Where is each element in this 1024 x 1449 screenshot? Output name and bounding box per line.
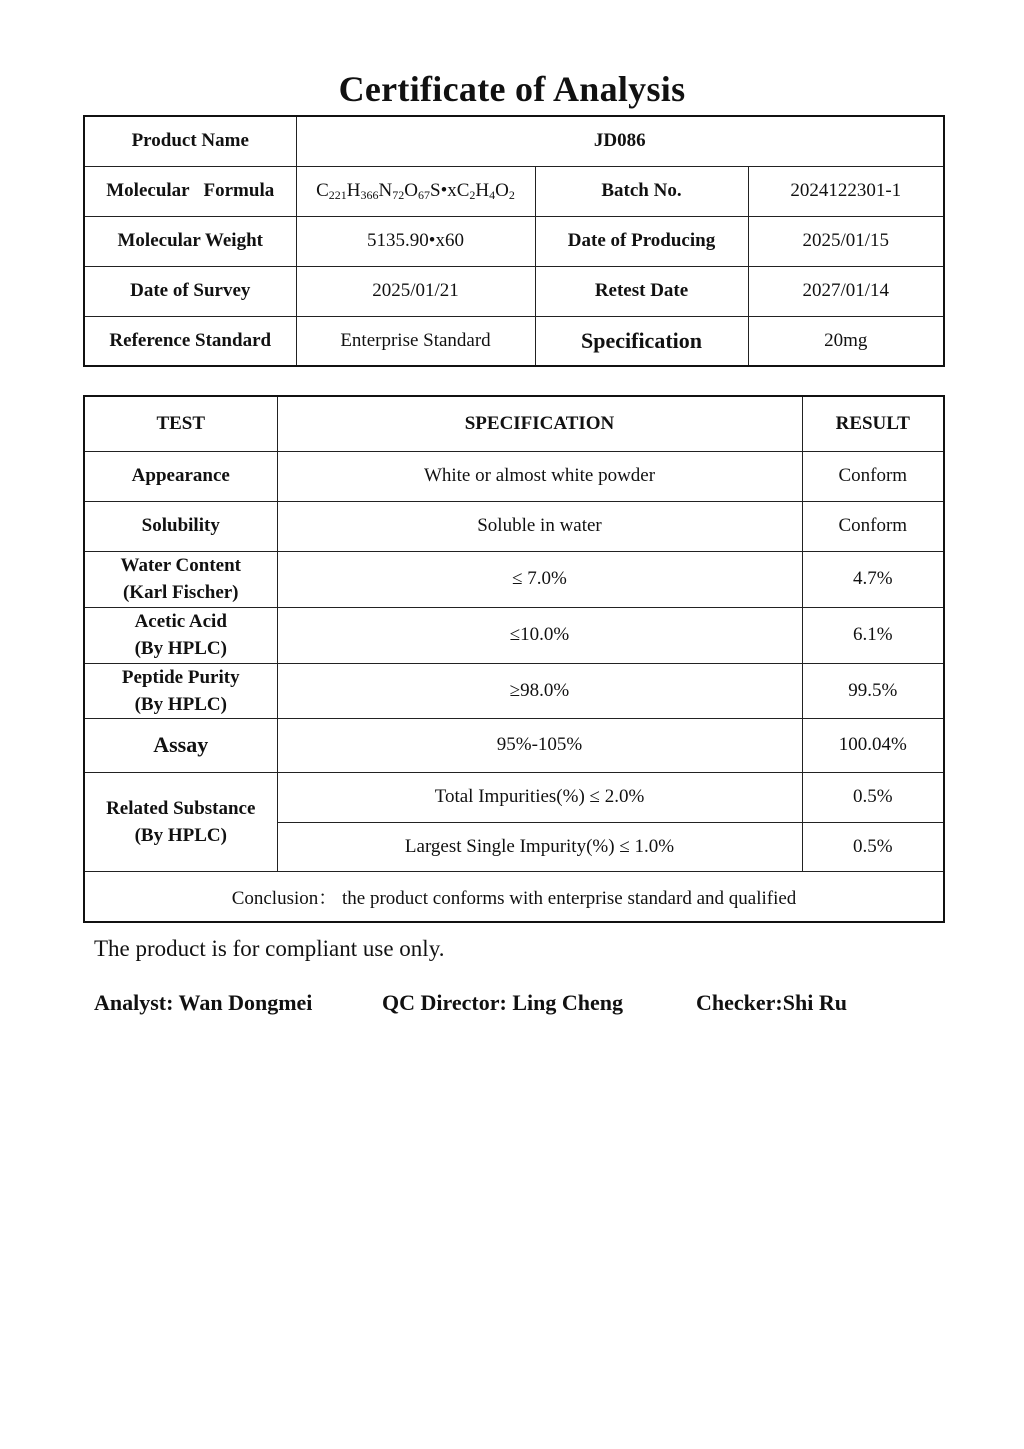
date-producing-label: Date of Producing [535,216,748,266]
formula-value: $C_{221}H_{366}N_{72}O_{67}S•xC_2H_4O_2$ [296,166,535,216]
reference-standard-label: Reference Standard [84,316,296,366]
test-row-acetic-acid [84,607,944,663]
test-row-related-substance [84,772,944,822]
test-name: Assay [84,718,277,772]
reference-standard-value: Enterprise Standard [296,316,535,366]
batch-value: 2024122301-1 [748,166,944,216]
test-row-appearance [84,451,944,501]
retest-date-value: 2027/01/14 [748,266,944,316]
retest-date-label: Retest Date [535,266,748,316]
product-info-table [83,115,945,367]
test-results-table [83,395,945,923]
product-name-value: JD086 [296,116,944,166]
test-result: 6.1% [802,607,944,663]
test-result: 0.5% [802,822,944,871]
test-spec: ≥98.0% [277,663,802,718]
test-spec: Largest Single Impurity(%) ≤ 1.0% [277,822,802,871]
test-spec: ≤10.0% [277,607,802,663]
test-result: 100.04% [802,718,944,772]
compliance-note: The product is for compliant use only. [94,936,445,961]
test-row-peptide-purity [84,663,944,718]
product-name-row [84,116,944,166]
date-producing-value: 2025/01/15 [748,216,944,266]
test-header-row [84,396,944,451]
product-name-label: Product Name [84,116,296,166]
test-result: Conform [802,501,944,551]
test-result: 99.5% [802,663,944,718]
test-spec: 95%-105% [277,718,802,772]
test-spec: ≤ 7.0% [277,551,802,607]
test-result: 0.5% [802,772,944,822]
test-name: Related Substance (By HPLC) [84,772,277,871]
survey-row [84,266,944,316]
conclusion-row [84,871,944,922]
molecular-weight-value: 5135.90•x60 [296,216,535,266]
specification-value: 20mg [748,316,944,366]
qc-director-signature: QC Director: Ling Cheng [382,990,623,1015]
test-row-solubility [84,501,944,551]
document-title: Certificate of Analysis [338,69,686,109]
analyst-signature: Analyst: Wan Dongmei [94,990,313,1015]
checker-signature: Checker:Shi Ru [696,990,847,1015]
test-row-water-content [84,551,944,607]
test-result: 4.7% [802,551,944,607]
header-specification: SPECIFICATION [277,396,802,451]
test-spec: White or almost white powder [277,451,802,501]
signatories [94,990,847,1016]
test-name: Peptide Purity (By HPLC) [84,663,277,718]
test-name: Water Content (Karl Fischer) [84,551,277,607]
formula-row [84,166,944,216]
test-name: Solubility [84,501,277,551]
test-row-assay [84,718,944,772]
test-spec: Soluble in water [277,501,802,551]
reference-row [84,316,944,366]
header-test: TEST [84,396,277,451]
batch-label: Batch No. [535,166,748,216]
molecular-weight-row [84,216,944,266]
test-name: Appearance [84,451,277,501]
test-name: Acetic Acid (By HPLC) [84,607,277,663]
conclusion-text: Conclusion： the product conforms with enterprise standard and qualified [84,871,944,922]
molecular-weight-label: Molecular Weight [84,216,296,266]
test-spec: Total Impurities(%) ≤ 2.0% [277,772,802,822]
specification-label: Specification [535,316,748,366]
formula-label: Molecular Formula [84,166,296,216]
date-survey-value: 2025/01/21 [296,266,535,316]
header-result: RESULT [802,396,944,451]
date-survey-label: Date of Survey [84,266,296,316]
test-result: Conform [802,451,944,501]
